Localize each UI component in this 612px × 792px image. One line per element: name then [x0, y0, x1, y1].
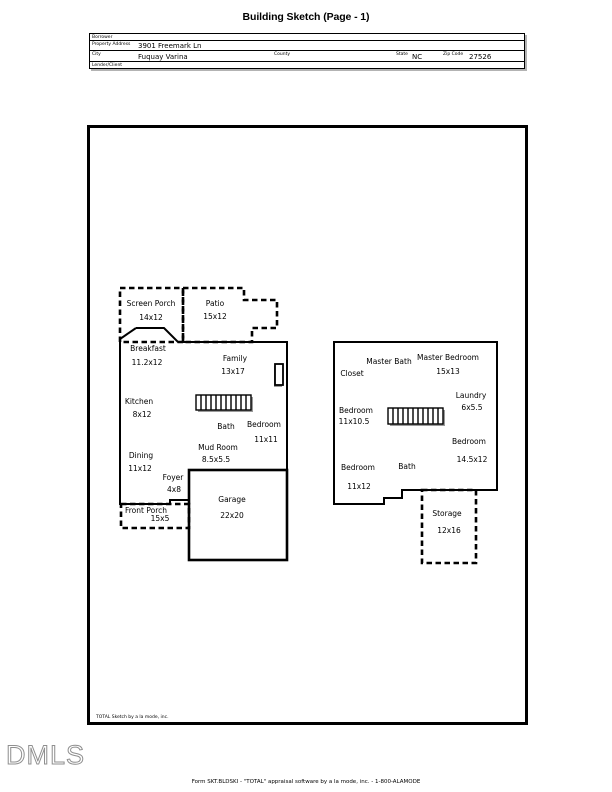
front-porch-outline: [121, 504, 189, 528]
room-label: Bath: [217, 422, 235, 431]
room-label: Closet: [340, 369, 364, 378]
county-label: County: [274, 51, 291, 57]
city-state-zip-row: [90, 51, 524, 62]
room-label: Dining: [128, 451, 154, 460]
room-label: Mud Room: [198, 443, 238, 452]
room-label: Foyer: [162, 473, 184, 482]
city-value: Fuquay Varina: [138, 53, 188, 61]
room-label: Master Bath: [366, 357, 412, 366]
room-label: 22x20: [220, 511, 244, 520]
room-label: Master Bedroom: [417, 353, 479, 362]
second-floor-plan: [334, 342, 497, 563]
borrower-label: Borrower: [92, 34, 113, 40]
zip-value: 27526: [469, 53, 492, 61]
room-label: 6x5.5: [461, 403, 483, 412]
room-label: 8x12: [132, 410, 152, 419]
sketch-border-box: [87, 125, 528, 725]
room-label: Screen Porch: [126, 299, 176, 308]
room-label: 14.5x12: [456, 455, 488, 464]
property-address-label: Property Address: [92, 41, 131, 47]
room-label: Breakfast: [130, 344, 166, 353]
fireplace: [275, 364, 283, 385]
room-label: 14x12: [139, 313, 163, 322]
borrower-row: [90, 34, 524, 41]
patio-outline: [183, 288, 277, 342]
city-label: City: [92, 51, 101, 57]
property-address-value: 3901 Freemark Ln: [138, 42, 202, 50]
room-label: Bedroom: [247, 420, 281, 429]
room-label: Storage: [432, 509, 462, 518]
room-label: Laundry: [455, 391, 487, 400]
screen-porch-outline: [120, 288, 183, 342]
floor-plan-sketch: [90, 128, 525, 722]
room-label: Bedroom: [339, 406, 373, 415]
house-outline-left: [120, 328, 189, 504]
garage-outline: [189, 470, 287, 560]
room-label: 11x12: [128, 464, 152, 473]
room-label: 15x12: [203, 312, 227, 321]
room-label: Patio: [205, 299, 225, 308]
state-label: State: [396, 51, 408, 57]
room-label: 13x17: [221, 367, 245, 376]
lender-label: Lender/Client: [92, 62, 123, 68]
room-label: 4x8: [167, 485, 181, 494]
room-label: Bath: [398, 462, 416, 471]
room-label: 15x13: [436, 367, 460, 376]
room-label: 11x11: [254, 435, 278, 444]
form-footer: Form SKT.BLDSKI - "TOTAL" appraisal software by a la mode, inc. - 1-800-ALAMODE: [191, 779, 421, 785]
sketch-credit: TOTAL Sketch by a la mode, inc.: [96, 715, 169, 720]
room-label: 15x5: [150, 514, 170, 523]
room-label: 8.5x5.5: [201, 455, 231, 464]
dmls-logo: DMLS: [6, 740, 86, 770]
room-label: 11x12: [347, 482, 371, 491]
staircase: [388, 408, 443, 424]
page-title: Building Sketch (Page - 1): [242, 11, 370, 23]
room-label: 11.2x12: [131, 358, 163, 367]
room-label: Garage: [218, 495, 246, 504]
room-label: Bedroom: [341, 463, 375, 472]
property-address-row: [90, 41, 524, 51]
first-floor-plan: [120, 288, 287, 560]
room-label: 11x10.5: [338, 417, 370, 426]
property-info-table: [89, 33, 525, 69]
room-label: Front Porch: [125, 506, 167, 515]
lender-row: [90, 62, 524, 68]
zip-label: Zip Code: [443, 51, 464, 57]
staircase: [196, 395, 251, 410]
room-label: Family: [222, 354, 248, 363]
storage-outline: [422, 490, 476, 563]
room-label: 12x16: [437, 526, 461, 535]
room-label: Bedroom: [452, 437, 486, 446]
state-value: NC: [412, 53, 423, 61]
room-label: Kitchen: [124, 397, 154, 406]
